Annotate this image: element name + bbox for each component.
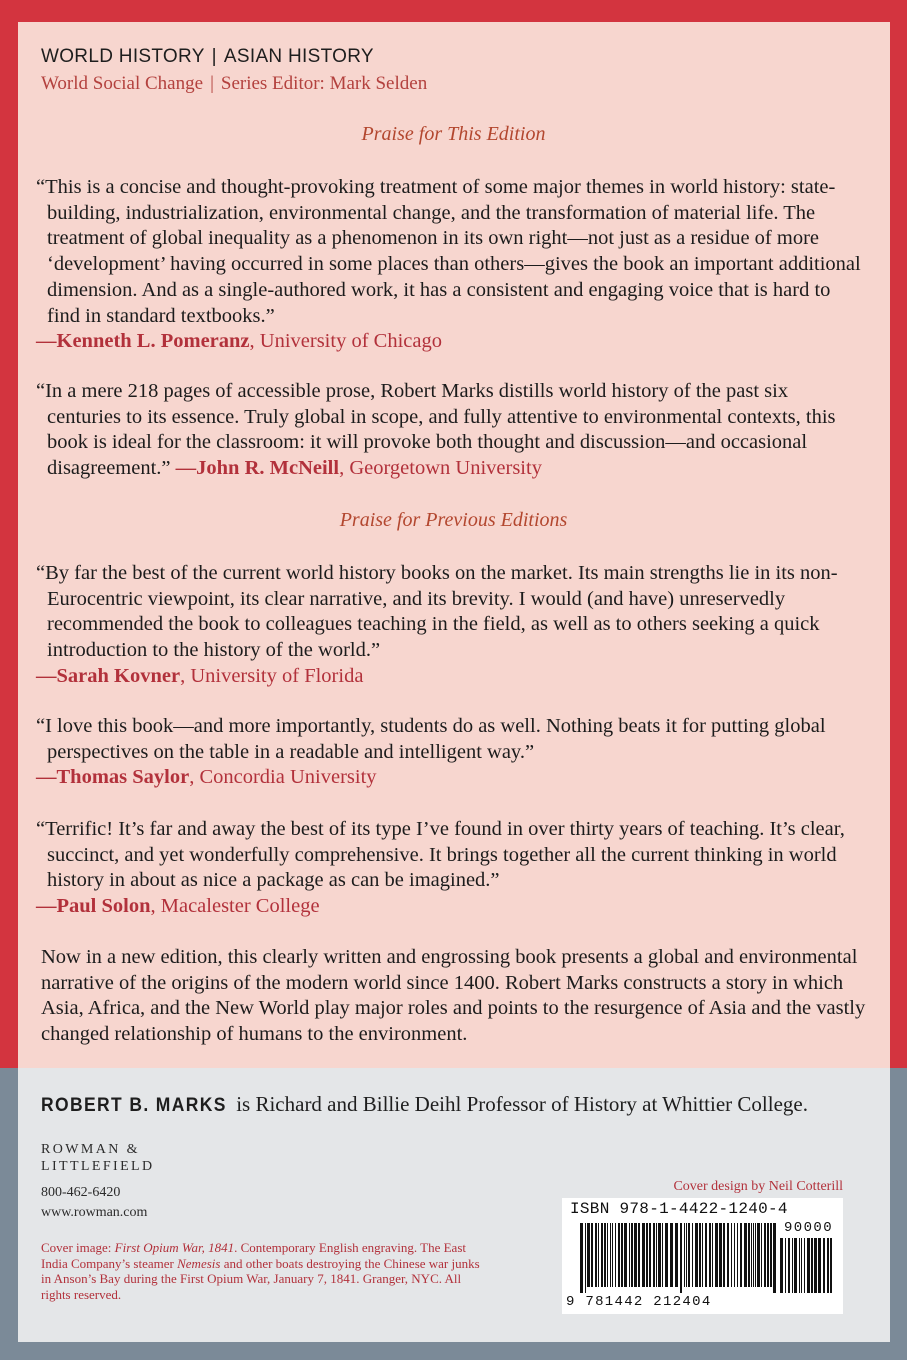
barcode-bar	[656, 1223, 657, 1287]
barcode-bar	[688, 1223, 690, 1287]
price-code: 90000	[784, 1220, 834, 1236]
barcode-bar	[811, 1238, 813, 1293]
barcode-bar	[709, 1223, 711, 1287]
description-text: Now in a new edition, this clearly written and engrossing book presents a global and environmental narrative of the origins of the modern world since 1400. Robert Marks constructs a story in which Asia, Africa, and the New World play major roles and points to the resurgence of Asia and the vastly changed relationship of humans to the environment.	[41, 946, 866, 1046]
isbn-label: ISBN 978-1-4422-1240-4	[570, 1200, 788, 1218]
barcode-bar	[653, 1223, 655, 1287]
barcode-bar	[699, 1223, 701, 1287]
series-separator: |	[210, 73, 214, 94]
quote-text: “By far the best of the current world history books on the market. Its main strengths lie in its non-Eurocentric viewpoint, its clear narrative, and its brevity. I would (and have) unreservedly recommended the book to colleagues teaching in the field, as well as to others seeking a quick introduction to the history of the world.”	[36, 562, 838, 662]
barcode-bar	[770, 1223, 772, 1287]
attribution-affiliation: , Georgetown University	[339, 457, 542, 480]
quote-attribution	[36, 329, 866, 355]
barcode-bar	[818, 1238, 821, 1293]
barcode-bar	[830, 1238, 832, 1293]
barcode-bar	[827, 1238, 829, 1293]
quote-pomeranz	[36, 175, 866, 355]
barcode-bar	[658, 1223, 661, 1287]
barcode-bar	[823, 1238, 825, 1293]
barcode-bar	[731, 1223, 732, 1287]
quote-text: “I love this book—and more importantly, students do as well. Nothing beats it for putting global perspectives on the table in a readable and intelligent way.”	[36, 715, 826, 763]
attribution-dash: —	[36, 766, 57, 789]
barcode-bar	[737, 1223, 738, 1287]
attribution-name: Paul Solon	[56, 895, 151, 918]
barcode-bar	[748, 1223, 750, 1287]
attribution-affiliation: , University of Florida	[180, 664, 364, 687]
barcode-bar	[686, 1223, 687, 1287]
quote-attribution	[36, 894, 866, 920]
credit-text-2: and other boats destroying the Chinese war junks in Anson’s Bay during the First Opium War, January 7, 1841. Granger, NYC. All rights reserved.	[41, 1255, 480, 1302]
quote-attribution	[176, 457, 542, 479]
barcode-bar	[727, 1223, 729, 1287]
barcode-bar	[618, 1223, 620, 1287]
barcode-bar	[587, 1223, 590, 1287]
barcode-bars	[580, 1223, 776, 1293]
barcode-bar	[744, 1223, 747, 1287]
barcode-bar	[624, 1223, 627, 1287]
series-editor: Series Editor: Mark Selden	[220, 73, 428, 94]
barcode-bar	[695, 1223, 698, 1287]
cover-image-credit	[41, 1240, 481, 1302]
quote-text: “This is a concise and thought-provoking treatment of some major themes in world history: state-building, industrialization, environmental change, and the transformation of material life. The treatment of global inequality as a phenomenon in its own right—not just as a residue of more ‘development’ having occurred in some places than others—gives the book an important additional dimension. And as a single-authored work, it has a consistent and engaging voice that is hard to find in standard textbooks.”	[36, 176, 861, 327]
barcode-bar	[794, 1238, 797, 1293]
barcode-bar	[585, 1223, 586, 1293]
barcode-bar	[629, 1223, 630, 1287]
attribution-dash: —	[36, 895, 57, 918]
credit-prefix: Cover image:	[41, 1240, 115, 1255]
barcode-bar	[621, 1223, 623, 1287]
quote-kovner	[36, 561, 866, 690]
barcode-bar	[807, 1238, 810, 1293]
attribution-name: Thomas Saylor	[56, 766, 190, 789]
barcode-bar	[712, 1223, 713, 1287]
barcode-bar	[591, 1223, 593, 1287]
category-separator: |	[211, 46, 217, 67]
barcode-bar	[598, 1223, 599, 1287]
barcode-bar	[799, 1238, 800, 1293]
barcode-bar	[680, 1223, 682, 1293]
attribution-dash: —	[36, 330, 57, 353]
barcode-bar	[785, 1238, 786, 1293]
barcode-bar	[604, 1223, 606, 1287]
attribution-name: Sarah Kovner	[56, 664, 181, 687]
barcode-bar	[723, 1223, 725, 1287]
quote-attribution	[36, 765, 866, 791]
publisher-logo	[41, 1141, 154, 1175]
barcode-bar	[642, 1223, 645, 1287]
barcode-bar	[804, 1238, 805, 1293]
praise-this-edition-heading: Praise for This Edition	[361, 123, 546, 145]
credit-text-1: . Contemporary English engraving. The East India Company’s steamer	[41, 1240, 466, 1271]
category-world-history: WORLD HISTORY	[41, 46, 205, 67]
barcode-bar	[649, 1223, 651, 1287]
barcode-bar	[773, 1223, 776, 1293]
publisher-name-line2: LITTLEFIELD	[41, 1159, 155, 1174]
quote-text: “Terrific! It’s far and away the best of its type I’ve found in over thirty years of teaching. It’s clear, succinct, and yet wonderfully comprehensive. It brings together all the current thinking in world history in about as nice a package as can be imagined.”	[36, 818, 845, 892]
barcode-bar	[788, 1238, 790, 1293]
quote-mcneill	[36, 379, 866, 482]
barcode-bar	[764, 1223, 766, 1287]
barcode-bar	[615, 1223, 616, 1287]
category-asian-history: ASIAN HISTORY	[223, 46, 374, 67]
cover-design-credit: Cover design by Neil Cotterill	[673, 1179, 843, 1194]
author-description: is Richard and Billie Deihl Professor of History at Whittier College.	[230, 1092, 808, 1116]
barcode-bar	[692, 1223, 693, 1287]
quote-saylor	[36, 714, 866, 791]
barcode-bar	[702, 1223, 703, 1287]
attribution-affiliation: , Macalester College	[150, 895, 320, 918]
attribution-dash: —	[175, 457, 197, 480]
barcode-bar	[780, 1238, 783, 1293]
barcode-bar	[757, 1223, 760, 1287]
series-name: World Social Change	[41, 73, 204, 94]
attribution-affiliation: , Concordia University	[189, 766, 377, 789]
barcode-bar	[612, 1223, 613, 1287]
credit-artwork-title: First Opium War, 1841	[114, 1240, 235, 1255]
barcode-bar	[646, 1223, 648, 1287]
attribution-name: John R. McNeill	[196, 457, 340, 480]
barcode-bar	[665, 1223, 668, 1287]
barcode-bar	[814, 1238, 817, 1293]
subject-categories	[41, 46, 374, 68]
barcode-bar	[595, 1223, 597, 1287]
barcode-bar	[719, 1223, 722, 1287]
barcode-bar	[753, 1223, 754, 1287]
barcode-bar	[792, 1238, 793, 1293]
book-description	[41, 945, 871, 1048]
series-info	[41, 73, 427, 95]
quote-attribution	[36, 664, 866, 690]
barcode-bar	[601, 1223, 603, 1287]
author-bio	[41, 1092, 808, 1117]
publisher-phone: 800-462-6420	[41, 1185, 121, 1200]
barcode-bar	[705, 1223, 707, 1287]
barcode-bar	[580, 1223, 583, 1293]
author-name: ROBERT B. MARKS	[41, 1095, 227, 1116]
barcode-bar	[751, 1223, 752, 1287]
barcode-bar	[607, 1223, 608, 1287]
credit-ship-name: Nemesis	[177, 1255, 221, 1271]
barcode-bar	[684, 1223, 685, 1287]
barcode-bar	[740, 1223, 742, 1287]
barcode-bar	[670, 1223, 673, 1287]
publisher-website[interactable]: www.rowman.com	[41, 1205, 148, 1220]
quote-text: “In a mere 218 pages of accessible prose, Robert Marks distills world history of the past six centuries to its essence. Truly global in scope, and fully attentive to environmental contexts, this book is ideal for the classroom: it will provoke both thought and discussion—and occasional disagreement.”	[36, 380, 836, 480]
praise-previous-editions-heading: Praise for Previous Editions	[339, 509, 568, 531]
barcode-bar	[755, 1223, 756, 1287]
attribution-dash: —	[36, 664, 57, 687]
price-barcode-bars	[780, 1238, 836, 1293]
publisher-contact	[41, 1183, 147, 1223]
quote-solon	[36, 817, 866, 920]
barcode-bar	[675, 1223, 678, 1287]
barcode-bar	[715, 1223, 718, 1287]
barcode-bar	[610, 1223, 611, 1287]
isbn-digits: 9 781442 212404	[566, 1294, 712, 1310]
barcode-bar	[801, 1238, 802, 1293]
publisher-name-line1: ROWMAN &	[41, 1142, 140, 1157]
attribution-name: Kenneth L. Pomeranz	[56, 330, 250, 353]
barcode-bar	[767, 1223, 769, 1287]
attribution-affiliation: , University of Chicago	[249, 330, 442, 353]
isbn-barcode	[562, 1198, 843, 1314]
barcode-bar	[638, 1223, 640, 1287]
barcode-bar	[634, 1223, 637, 1287]
barcode-bar	[761, 1223, 762, 1287]
barcode-bar	[662, 1223, 663, 1287]
barcode-bar	[631, 1223, 633, 1287]
barcode-bar	[734, 1223, 735, 1287]
